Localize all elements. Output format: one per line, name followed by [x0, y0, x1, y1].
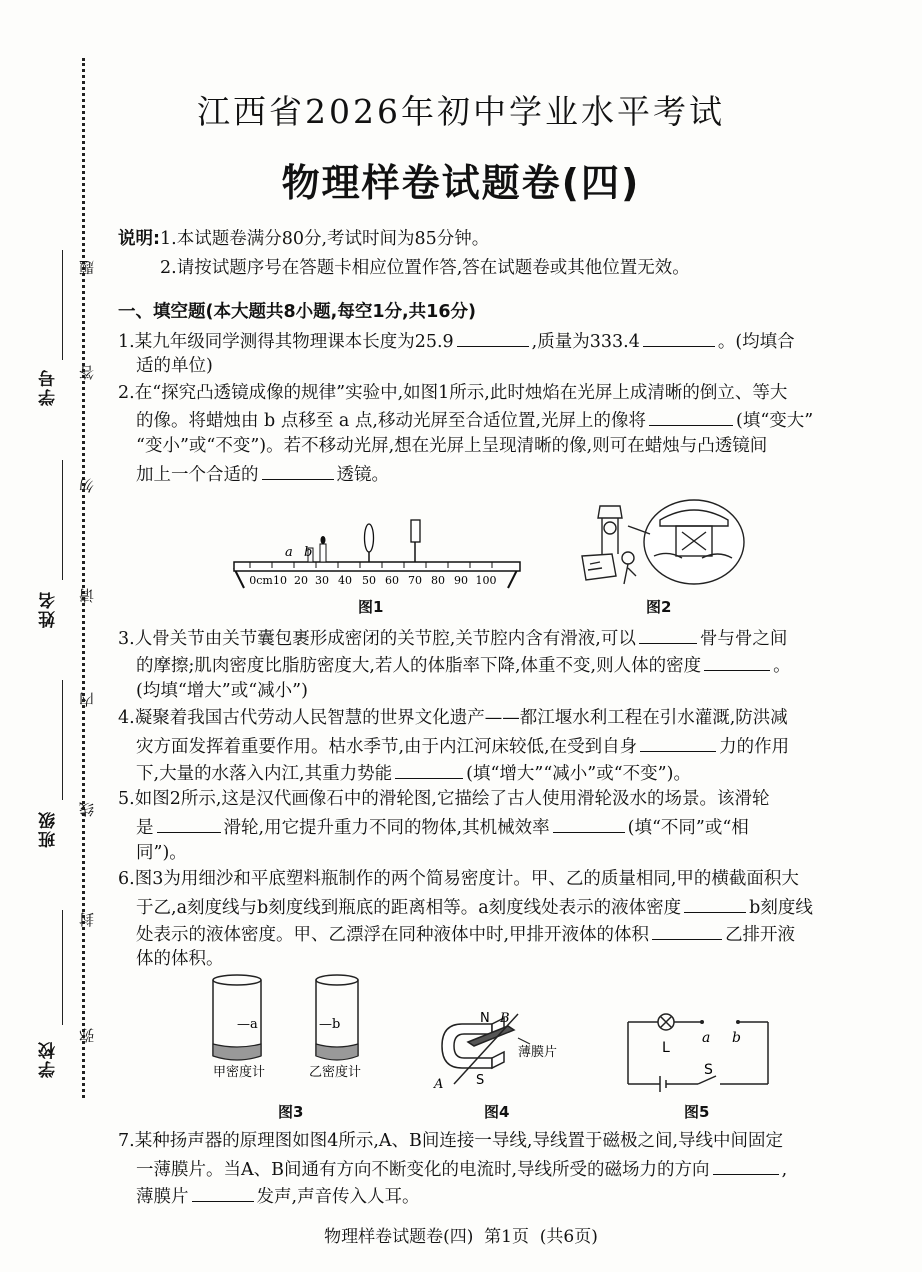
question-2: 2.在“探究凸透镜成像的规律”实验中,如图1所示,此时烛焰在光屏上成清晰的倒立、等大	[118, 383, 788, 403]
q4-text: 下,大量的水落入内江,其重力势能	[136, 764, 393, 784]
question-3-cont	[136, 652, 791, 678]
fig3-name-yi: 乙密度计	[309, 1065, 362, 1080]
q6-text: 于乙,a刻度线与b刻度线到瓶底的距离相等。a刻度线处表示的液体密度	[136, 898, 682, 918]
q7-text: 发声,声音传入人耳。	[256, 1187, 420, 1207]
answer-blank	[262, 461, 334, 480]
figure-2-pulley-drawing	[572, 496, 752, 592]
q7-text: ,	[781, 1160, 788, 1180]
q7-text: 一薄膜片。当A、B间通有方向不断变化的电流时,导线所受的磁场力的方向	[136, 1160, 710, 1180]
fig3-mark-a: —a	[237, 1017, 258, 1032]
answer-blank	[652, 921, 722, 940]
question-7: 7.某种扬声器的原理图如图4所示,A、B间连接一导线,导线置于磁极之间,导线中间固定	[118, 1131, 784, 1151]
answer-blank	[640, 733, 716, 752]
binding-blank-line	[62, 250, 63, 360]
figure-2-caption: 图2	[646, 598, 672, 616]
q5-text: (填“不同”或“相	[627, 818, 749, 838]
q2-text: 加上一个合适的	[136, 465, 259, 485]
seal-char: 内	[78, 692, 96, 707]
fig4-label-B: B	[500, 1011, 510, 1026]
instruction-item: 2.请按试题序号在答题卡相应位置作答,答在试题卷或其他位置无效。	[160, 258, 690, 278]
fig1-scale-label: 0cm	[249, 574, 273, 587]
binding-blank-line	[62, 680, 63, 800]
q6-text: 乙排开液	[725, 925, 796, 945]
question-1-cont: 适的单位)	[136, 356, 213, 376]
question-7-cont	[136, 1156, 787, 1182]
fig1-scale-label: 90	[454, 574, 468, 587]
answer-blank	[704, 652, 770, 671]
question-4: 4.凝聚着我国古代劳动人民智慧的世界文化遗产——都江堰水利工程在引水灌溉,防洪减	[118, 708, 788, 728]
school-label: 学校	[39, 1040, 59, 1078]
seal-char: 题	[78, 260, 96, 275]
question-6-cont	[136, 921, 795, 947]
question-2-cont: “变小”或“不变”)。若不移动光屏,想在光屏上呈现清晰的像,则可在蜡烛与凸透镜间	[136, 436, 768, 456]
answer-blank	[395, 760, 463, 779]
fig5-label-b: b	[732, 1030, 741, 1046]
question-3	[118, 625, 787, 651]
fig1-point-a: a	[285, 545, 293, 560]
fig1-scale-label: 20	[294, 574, 308, 587]
question-5: 5.如图2所示,这是汉代画像石中的滑轮图,它描绘了古人使用滑轮汲水的场景。该滑轮	[118, 789, 770, 809]
q7-text: 薄膜片	[136, 1187, 189, 1207]
instructions-label: 说明:	[118, 229, 160, 249]
fig5-label-S: S	[704, 1062, 713, 1078]
binding-blank-line	[62, 910, 63, 1025]
seal-char: 答	[78, 365, 96, 380]
figure-5-circuit	[620, 1008, 780, 1094]
binding-blank-line	[62, 460, 63, 580]
q3-text: 的摩擦;肌肉密度比脂肪密度大,若人的体脂率下降,体重不变,则人体的密度	[136, 656, 702, 676]
answer-blank	[713, 1156, 779, 1175]
fig3-name-jia: 甲密度计	[213, 1065, 266, 1080]
fig1-scale-label: 40	[338, 574, 352, 587]
question-6-cont: 体的体积。	[136, 949, 224, 969]
question-6-cont	[136, 894, 813, 920]
q5-text: 是	[136, 818, 154, 838]
name-label: 姓名	[39, 590, 59, 628]
question-3-cont: (均填“增大”或“减小”)	[136, 681, 308, 701]
answer-blank	[649, 407, 733, 426]
fig1-point-b: b	[304, 545, 313, 560]
q4-text: (填“增大”“减小”或“不变”)。	[466, 764, 691, 784]
question-4-cont	[136, 733, 789, 759]
q5-text: 滑轮,用它提升重力不同的物体,其机械效率	[223, 818, 550, 838]
answer-blank	[639, 625, 697, 644]
answer-blank	[684, 894, 746, 913]
instruction-item: 1.本试题卷满分80分,考试时间为85分钟。	[160, 229, 490, 249]
seal-char: 勿	[78, 478, 96, 493]
fig1-scale-label: 30	[315, 574, 329, 587]
question-2-cont	[136, 461, 389, 487]
fig5-label-a: a	[702, 1030, 711, 1046]
fig1-scale-label: 80	[431, 574, 445, 587]
figure-1-caption: 图1	[358, 598, 384, 616]
seal-char: 线	[78, 802, 96, 817]
fig1-scale-label: 70	[408, 574, 422, 587]
question-2-cont	[136, 407, 813, 433]
seal-char: 请	[78, 588, 96, 603]
student-id-label: 学号	[39, 368, 59, 406]
question-4-cont	[136, 760, 691, 786]
paper-subtitle: 物理样卷试题卷(四)	[281, 161, 641, 205]
q4-text: 力的作用	[719, 737, 790, 757]
q3-text: 3.人骨关节由关节囊包裹形成密闭的关节腔,关节腔内含有滑液,可以	[118, 629, 636, 649]
fig1-scale-label: 50	[362, 574, 376, 587]
fig4-label-S: S	[476, 1073, 485, 1088]
binding-dotted-line	[82, 58, 85, 1098]
fig4-label-N: N	[480, 1011, 490, 1026]
class-label: 班级	[39, 810, 59, 848]
q6-text: b刻度线	[749, 898, 813, 918]
question-6: 6.图3为用细沙和平底塑料瓶制作的两个简易密度计。甲、乙的质量相同,甲的横截面积大	[118, 869, 799, 889]
instructions-line-1	[118, 227, 489, 251]
page-footer: 物理样卷试题卷(四) 第1页 (共6页)	[324, 1227, 598, 1247]
fig4-label-A: A	[434, 1077, 444, 1092]
seal-char: 封	[78, 912, 96, 927]
fig4-film-label: 薄膜片	[518, 1045, 558, 1060]
fig5-label-L: L	[662, 1040, 670, 1056]
fig3-mark-b: —b	[319, 1017, 341, 1032]
fig1-scale-label: 60	[385, 574, 399, 587]
q1-text: 。(均填合	[717, 332, 795, 352]
figure-5-caption: 图5	[684, 1103, 710, 1121]
q2-text: (填“变大”	[736, 411, 814, 431]
answer-blank	[457, 328, 529, 347]
section-heading: 一、填空题(本大题共8小题,每空1分,共16分)	[118, 302, 476, 322]
question-5-cont: 同”)。	[136, 843, 187, 863]
figure-1-optical-bench	[228, 510, 528, 592]
q3-text: 。	[773, 656, 791, 676]
answer-blank	[157, 814, 221, 833]
q1-text: 1.某九年级同学测得其物理课本长度为25.9	[118, 332, 454, 352]
answer-blank	[643, 328, 715, 347]
question-5-cont	[136, 814, 749, 840]
exam-title: 江西省2026年初中学业水平考试	[197, 92, 725, 131]
answer-blank	[192, 1183, 254, 1202]
figure-3-caption: 图3	[278, 1103, 304, 1121]
question-1	[118, 328, 795, 354]
q6-text: 处表示的液体密度。甲、乙漂浮在同种液体中时,甲排开液体的体积	[136, 925, 650, 945]
fig1-scale-label: 100	[475, 574, 497, 587]
figure-4-loudspeaker	[432, 1002, 572, 1094]
answer-blank	[553, 814, 625, 833]
seal-char: 弥	[78, 1028, 96, 1043]
figure-4-caption: 图4	[484, 1103, 510, 1121]
q3-text: 骨与骨之间	[699, 629, 788, 649]
fig1-scale-label: 10	[273, 574, 287, 587]
question-7-cont	[136, 1183, 420, 1209]
q2-text: 透镜。	[336, 465, 389, 485]
q2-text: 的像。将蜡烛由 b 点移至 a 点,移动光屏至合适位置,光屏上的像将	[136, 411, 647, 431]
figure-3-density-meters	[205, 972, 385, 1080]
q1-text: ,质量为333.4	[531, 332, 640, 352]
q4-text: 灾方面发挥着重要作用。枯水季节,由于内江河床较低,在受到自身	[136, 737, 638, 757]
